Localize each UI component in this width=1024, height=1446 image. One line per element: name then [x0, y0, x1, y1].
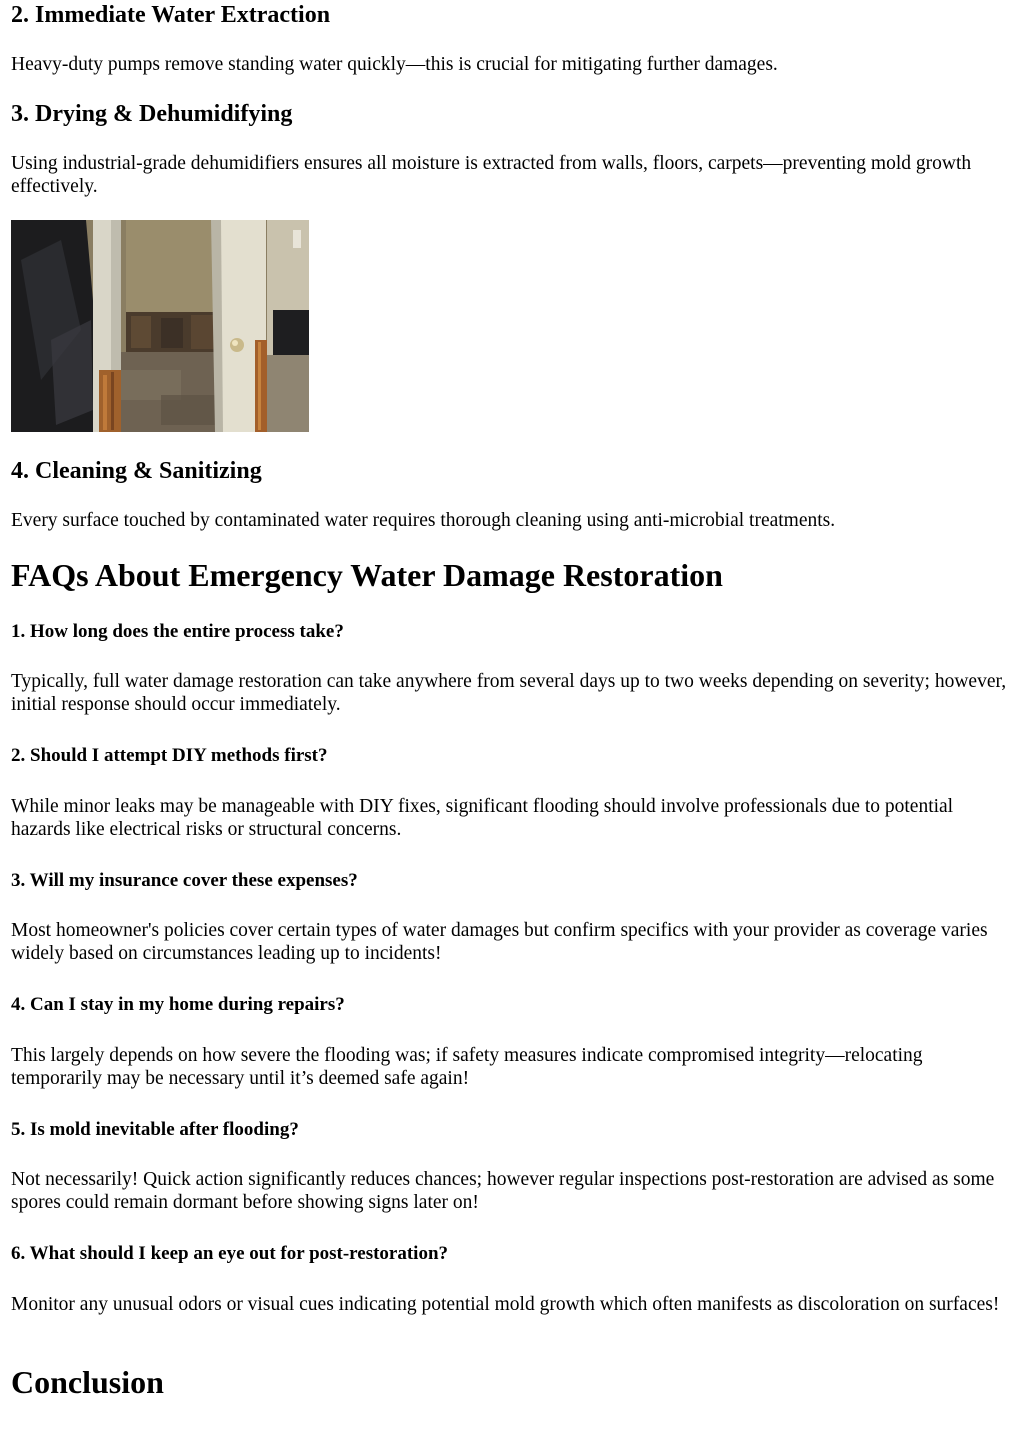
section-body-water-extraction: Heavy-duty pumps remove standing water quickly—this is crucial for mitigating further damages. [11, 54, 778, 75]
faq-question-1: 1. How long does the entire process take? [11, 621, 344, 642]
faq-question-3: 3. Will my insurance cover these expenses? [11, 870, 358, 891]
faq-answer-3: Most homeowner's policies cover certain types of water damages but confirm specifics with your provider as coverage varies widely based on circumstances leading up to incidents! [11, 920, 988, 964]
conclusion-title: Conclusion [11, 1364, 164, 1400]
faq-question-2: 2. Should I attempt DIY methods first? [11, 745, 328, 766]
faq-answer-5: Not necessarily! Quick action significantly reduces chances; however regular inspections post-restoration are advised as some spores could remain dormant before showing signs later on! [11, 1169, 995, 1213]
section-body-cleaning: Every surface touched by contaminated water requires thorough cleaning using anti-microbial treatments. [11, 510, 836, 531]
faq-question-6: 6. What should I keep an eye out for post-restoration? [11, 1243, 449, 1264]
section-body-drying: Using industrial-grade dehumidifiers ensures all moisture is extracted from walls, floors, carpets—preventing mold growth effectively. [11, 153, 972, 197]
section-heading-drying: 3. Drying & Dehumidifying [11, 101, 293, 127]
faq-answer-1: Typically, full water damage restoration can take anywhere from several days up to two weeks depending on severity; however, initial response should occur immediately. [11, 671, 1007, 715]
section-heading-cleaning: 4. Cleaning & Sanitizing [11, 458, 262, 484]
faq-answer-2: While minor leaks may be manageable with DIY fixes, significant flooding should involve professionals due to potential hazards like electrical risks or structural concerns. [11, 796, 954, 840]
faq-title: FAQs About Emergency Water Damage Restoration [11, 557, 723, 593]
faq-answer-6: Monitor any unusual odors or visual cues indicating potential mold growth which often manifests as discoloration on surfaces! [11, 1294, 1000, 1315]
faq-question-4: 4. Can I stay in my home during repairs? [11, 994, 345, 1015]
faq-question-5: 5. Is mold inevitable after flooding? [11, 1119, 299, 1140]
water-damage-closet-photo [11, 220, 309, 432]
section-heading-water-extraction: 2. Immediate Water Extraction [11, 2, 331, 28]
faq-answer-4: This largely depends on how severe the flooding was; if safety measures indicate compromised integrity—relocating temporarily may be necessary until it’s deemed safe again! [11, 1045, 923, 1089]
